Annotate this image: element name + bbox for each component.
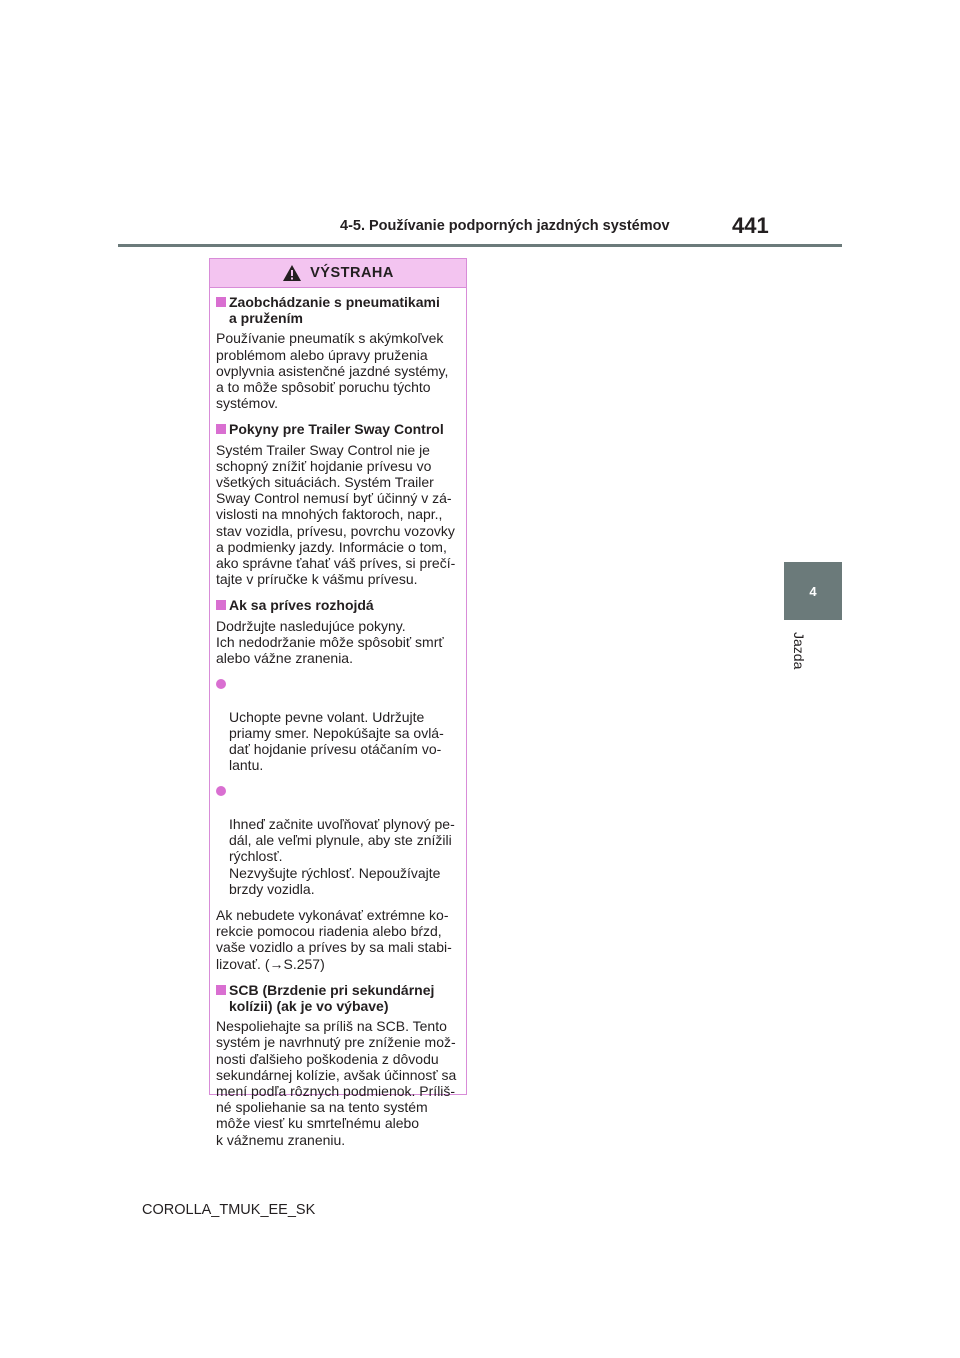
section-paragraph: Systém Trailer Sway Control nie je schopný znížiť hojdanie prívesu vo všetkých situáciách. Systém Trailer Sway Control nemusí byť účinný v zá- vislosti na mnohých faktoroch, napr., stav vozidla, prívesu, povrchu vozovky a podmienky jazdy. Informácie o tom, ako správne ťahať váš príves, si prečí- tajte v príručke k vášmu prívesu. [216,441,456,588]
warning-section-scb [216,982,460,1148]
section-heading-text: Ak sa príves rozhojdá [229,597,374,614]
warning-header [210,259,466,288]
section-heading [216,597,460,613]
page-number: 441 [732,213,769,238]
section-paragraph: Nespoliehajte sa príliš na SCB. Tento systém je navrhnutý pre zníženie mož- nosti ďalšieho poškodenia z dôvodu sekundárnej kolízie, avšak účinnosť sa mení podľa rôznych podmienok. Príliš- né spoliehanie sa na tento systém môže viesť ku smrteľnému alebo k vážnemu zraneniu. [216,1018,457,1148]
list-item [216,676,460,773]
section-heading [216,421,460,437]
warning-box [209,258,467,1148]
square-bullet-icon [216,297,226,307]
list-item-text: Uchopte pevne volant. Udržujte priamy smer. Nepokúšajte sa ovlá- dať hojdanie prívesu otáčaním vo- lantu. [229,708,444,774]
chapter-number: 4 [809,583,817,599]
section-heading [216,294,460,326]
list-item [216,783,460,896]
list-item-text: Ihneď začnite uvoľňovať plynový pe- dál, ale veľmi plynule, aby ste znížili rýchlosť. Nezvyšujte rýchlosť. Nepoužívajte brzdy vozidla. [229,815,455,897]
document-code: COROLLA_TMUK_EE_SK [142,1202,316,1218]
section-paragraph: Používanie pneumatík s akýmkoľvek problémom alebo úpravy pruženia ovplyvnia asistenčné jazdné systémy, a to môže spôsobiť poruchu týchto systémov. [216,330,449,412]
section-heading [216,982,460,1014]
warning-body [210,288,466,1148]
warning-title: VÝSTRAHA [310,265,394,281]
header-divider [118,244,842,247]
section-intro: Dodržujte nasledujúce pokyny. Ich nedodržanie môže spôsobiť smrť alebo vážne zranenia. [216,617,444,667]
warning-triangle-icon [282,264,302,282]
section-heading-text: Zaobchádzanie s pneumatikami a pružením [229,294,440,327]
warning-section-trailer-sways [216,597,460,971]
square-bullet-icon [216,985,226,995]
chapter-label: Jazda [791,632,807,670]
chapter-tab[interactable] [784,562,842,620]
section-title: 4-5. Používanie podporných jazdných systémov [340,218,670,234]
square-bullet-icon [216,600,226,610]
circle-bullet-icon [216,679,226,689]
square-bullet-icon [216,424,226,434]
section-outro: Ak nebudete vykonávať extrémne ko- rekcie pomocou riadenia alebo bŕzd, vaše vozidlo a príves by sa mali stabi- lizovať. (→S.257) [216,906,452,972]
section-heading-text: Pokyny pre Trailer Sway Control [229,421,444,438]
circle-bullet-icon [216,786,226,796]
section-heading-text: SCB (Brzdenie pri sekundárnej kolízii) (ak je vo výbave) [229,981,435,1014]
warning-section-tires [216,294,460,411]
warning-section-trailer-sway [216,421,460,587]
